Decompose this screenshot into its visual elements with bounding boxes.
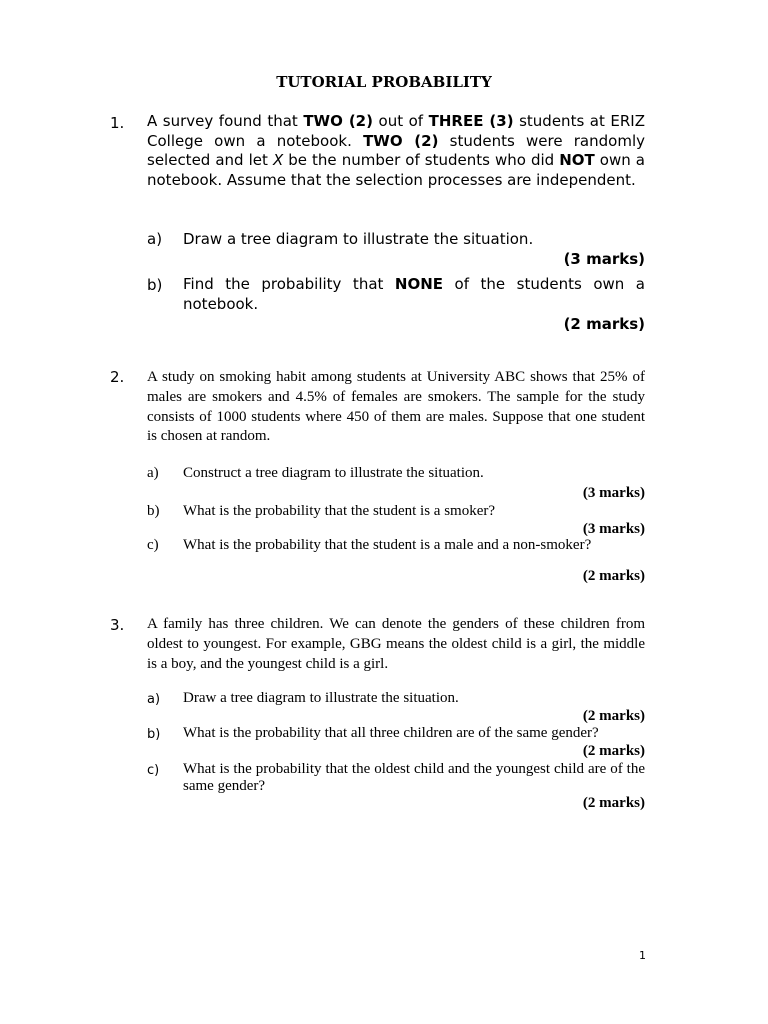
q1-text-part: own a notebook. Assume that the selection processes are independent. <box>147 151 645 189</box>
question-1a-label: a) <box>147 230 163 248</box>
question-2-number: 2. <box>110 368 125 386</box>
question-2c-marks: (2 marks) <box>582 568 645 584</box>
question-2a-marks: (3 marks) <box>582 485 645 501</box>
q1-text-part: be the number of students who did <box>283 151 560 170</box>
q1-text-part: A survey found that <box>147 112 304 130</box>
question-2-text: A study on smoking habit among students at University ABC shows that 25% of males are smokers and 4.5% of females are smokers. The sample for the study consists of 1000 students where 450 of them are males. Suppose that one student is chosen at random. <box>147 369 645 445</box>
question-2b-label: b) <box>147 503 160 519</box>
question-3b-marks: (2 marks) <box>582 743 645 759</box>
question-3c-marks: (2 marks) <box>582 795 645 811</box>
q1-text-part: students at ERIZ College own a notebook. <box>147 112 646 150</box>
question-1a-marks: (3 marks) <box>563 250 645 268</box>
question-1b-marks: (2 marks) <box>563 315 645 333</box>
q1-text-bold: TWO (2) <box>363 131 439 150</box>
question-2c-text: What is the probability that the student is a male and a non-smoker? <box>183 537 592 553</box>
question-3a-marks: (2 marks) <box>582 708 645 724</box>
q1-text-part: out of <box>372 112 429 130</box>
question-2c-label: c) <box>147 537 159 553</box>
q1-text-bold: NOT <box>559 151 595 170</box>
question-3b-label: b) <box>147 727 161 742</box>
question-2a-label: a) <box>147 465 159 481</box>
q1-text-part: students were randomly selected and let <box>147 131 645 170</box>
question-3b-text: What is the probability that all three children are of the same gender? <box>183 725 599 741</box>
q1b-text-part: of the students own a notebook. <box>183 275 645 313</box>
question-3-number: 3. <box>110 616 125 634</box>
document-title: TUTORIAL PROBABILITY <box>276 73 492 91</box>
question-3c-label: c) <box>147 763 160 778</box>
question-2b-text: What is the probability that the student is a smoker? <box>183 503 496 519</box>
page-number: 1 <box>639 949 646 962</box>
question-3a-text: Draw a tree diagram to illustrate the situation. <box>183 690 459 706</box>
question-1a-text: Draw a tree diagram to illustrate the situation. <box>183 230 534 248</box>
question-1-text <box>147 112 645 190</box>
question-2a-text: Construct a tree diagram to illustrate the situation. <box>183 465 484 481</box>
q1-text-italic: X <box>272 151 284 170</box>
q1-text-bold: THREE (3) <box>428 112 514 130</box>
q1b-text-bold: NONE <box>394 275 444 293</box>
q1b-text-part: Find the probability that <box>183 275 395 293</box>
question-1-number: 1. <box>110 114 125 132</box>
question-3a-label: a) <box>147 692 161 707</box>
question-1b-label: b) <box>147 276 163 294</box>
question-2b-marks: (3 marks) <box>582 521 645 537</box>
question-3-text: A family has three children. We can denote the genders of these children from oldest to youngest. For example, GBG means the oldest child is a girl, the middle is a boy, and the youngest child is a girl. <box>147 616 645 672</box>
question-3c-text: What is the probability that the oldest child and the youngest child are of the same gender? <box>183 761 645 794</box>
q1-text-bold: TWO (2) <box>303 112 373 130</box>
question-1b-text <box>183 275 645 314</box>
